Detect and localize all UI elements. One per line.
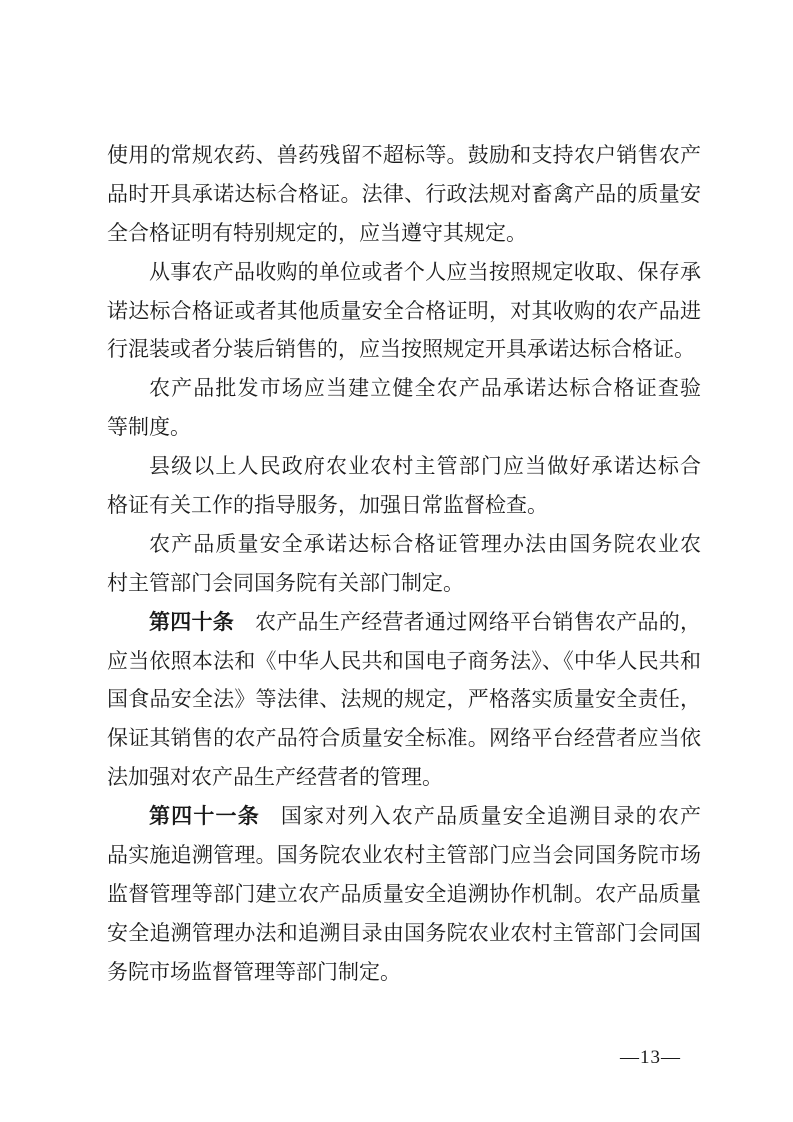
line-text: 行混装或者分装后销售的，应当按照规定开具承诺达标合格证。: [107, 337, 695, 362]
text-line: [107, 875, 701, 914]
line-text: 保证其销售的农产品符合质量安全标准。网络平台经营者应当依: [107, 726, 701, 751]
article-heading: 第四十条: [149, 609, 234, 634]
line-text: 国家对列入农产品质量安全追溯目录的农产: [280, 804, 702, 829]
text-line: [107, 564, 701, 603]
document-body: [107, 136, 701, 992]
line-text: 农产品质量安全承诺达标合格证管理办法由国务院农业农: [149, 531, 701, 556]
line-text: 使用的常规农药、兽药残留不超标等。鼓励和支持农户销售农产: [107, 143, 701, 167]
line-text: 品时开具承诺达标合格证。法律、行政法规对畜禽产品的质量安: [107, 181, 701, 206]
text-line: [107, 914, 701, 953]
line-text: 村主管部门会同国务院有关部门制定。: [107, 570, 464, 595]
line-text: 格证有关工作的指导服务，加强日常监督检查。: [107, 493, 548, 518]
line-text: 国食品安全法》等法律、法规的规定，严格落实质量安全责任，: [107, 687, 701, 712]
text-line: [107, 330, 701, 369]
text-line: [107, 953, 701, 992]
text-line: [107, 719, 701, 758]
line-text: 全合格证明有特别规定的，应当遵守其规定。: [107, 220, 527, 245]
line-text: 应当依照本法和《中华人民共和国电子商务法》、《中华人民共和: [107, 648, 701, 673]
text-line: [107, 525, 701, 564]
text-line: [107, 369, 701, 408]
page-number: —13—: [620, 1047, 681, 1068]
text-line: [107, 758, 701, 797]
paragraph: [107, 447, 701, 525]
line-text: 农产品生产经营者通过网络平台销售农产品的，: [255, 609, 701, 634]
text-line: [107, 603, 701, 642]
text-line: [107, 680, 701, 719]
article-paragraph: [107, 797, 701, 991]
paragraph: [107, 369, 701, 447]
line-text: 安全追溯管理办法和追溯目录由国务院农业农村主管部门会同国: [107, 920, 701, 945]
line-text: 诺达标合格证或者其他质量安全合格证明，对其收购的农产品进: [107, 298, 701, 323]
text-line: [107, 408, 701, 447]
text-line: [107, 447, 701, 486]
text-line: [107, 836, 701, 875]
text-line: [107, 642, 701, 681]
line-text: 务院市场监督管理等部门制定。: [107, 959, 401, 984]
text-line: [107, 175, 701, 214]
line-text: 法加强对农产品生产经营者的管理。: [107, 765, 443, 790]
line-text: 农产品批发市场应当建立健全农产品承诺达标合格证查验: [149, 376, 701, 401]
article-heading: 第四十一条: [149, 804, 260, 829]
text-line: [107, 253, 701, 292]
paragraph: [107, 136, 701, 253]
paragraph: [107, 525, 701, 603]
article-paragraph: [107, 603, 701, 797]
text-line: [107, 486, 701, 525]
line-text: 品实施追溯管理。国务院农业农村主管部门应当会同国务院市场: [107, 843, 701, 868]
line-text: 监督管理等部门建立农产品质量安全追溯协作机制。农产品质量: [107, 881, 701, 906]
line-text: 等制度。: [107, 415, 191, 440]
text-line: [107, 136, 701, 175]
line-text: 县级以上人民政府农业农村主管部门应当做好承诺达标合: [149, 454, 701, 479]
text-line: [107, 214, 701, 253]
text-line: [107, 292, 701, 331]
line-text: 从事农产品收购的单位或者个人应当按照规定收取、保存承: [149, 259, 701, 284]
text-line: [107, 797, 701, 836]
paragraph: [107, 253, 701, 370]
